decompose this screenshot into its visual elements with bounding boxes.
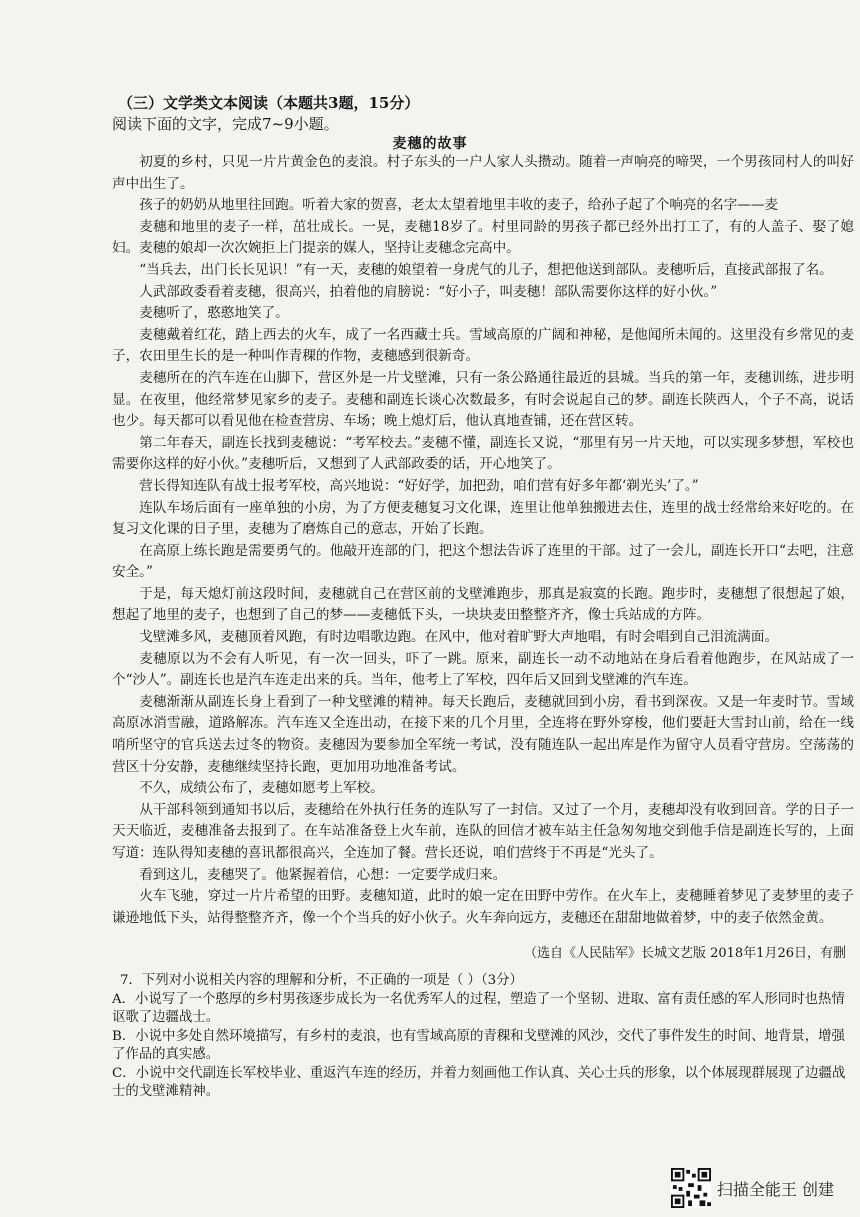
- story-title: 麦穗的故事: [392, 136, 468, 152]
- paragraph: 于是，每天熄灯前这段时间，麦穗就自己在营区前的戈壁滩跑步，那真是寂寞的长跑。跑步时，麦穗想了很想起了娘，想起了地里的麦子，也想到了自己的梦——麦穗低下头，一块块麦田整整齐齐，像士兵站成的方阵。: [112, 585, 854, 624]
- paragraph: 麦穗听了，憨憨地笑了。: [139, 305, 289, 322]
- option-c: C．小说中交代副连长军校毕业、重返汽车连的经历，并着力刻画他工作认真、关心士兵的形象，以个体展现群展现了边疆战士的戈壁滩精神。: [112, 1065, 846, 1099]
- source-citation: （选自《人民陆军》长城文艺版 2018年1月26日，有删: [523, 946, 846, 961]
- paragraph: 麦穗戴着红花，踏上西去的火车，成了一名西藏士兵。雪域高原的广阔和神秘，是他闻所未闻的。这里没有乡常见的麦子，农田里生长的是一种叫作青稞的作物，麦穗感到很新奇。: [112, 326, 854, 365]
- paragraph: 看到这儿，麦穗哭了。他紧握着信，心想：一定要学成归来。: [139, 866, 507, 883]
- paragraph: 麦穗和地里的麦子一样，茁壮成长。一晃，麦穗18岁了。村里同龄的男孩子都已经外出打工了，有的人盖子、娶了媳妇。麦穗的娘却一次次婉拒上门提亲的媒人，坚持让麦穗念完高中。: [112, 218, 854, 257]
- scanner-label: 扫描全能王 创建: [716, 1179, 834, 1199]
- paragraph: 戈壁滩多风，麦穗顶着风跑，有时边唱歌边跑。在风中，他对着旷野大声地唱，有时会唱到自己泪流满面。: [139, 629, 779, 646]
- paragraph: 孩子的奶奶从地里往回跑。听着大家的贺喜，老太太望着地里丰收的麦子，给孙子起了个响亮的名字——麦: [139, 197, 779, 214]
- scanner-watermark: [671, 1168, 834, 1208]
- paragraph: 在高原上练长跑是需要勇气的。他敲开连部的门，把这个想法告诉了连里的干部。过了一会儿，副连长开口“去吧，注意安全。”: [112, 542, 854, 581]
- paragraph: 火车飞驰，穿过一片片希望的田野。麦穗知道，此时的娘一定在田野中劳作。在火车上，麦穗睡着梦见了麦梦里的麦子谦逊地低下头，站得整整齐齐，像一个个当兵的好小伙子。火车奔向远方，麦穗还在甜甜地做着梦，中的麦子依然金黄。: [112, 888, 854, 926]
- paragraph: 麦穗渐渐从副连长身上看到了一种戈壁滩的精神。每天长跑后，麦穗就回到小房，看书到深夜。又是一年麦时节。雪域高原冰消雪融，道路解冻。汽车连又全连出动，在接下来的几个月里，全连将在野外穿梭，他们要赶大雪封山前，给在一线哨所坚守的官兵送去过冬的物资。麦穗因为要参加全军统一考试，没有随连队一起出库是作为留守人员看守营房。空荡荡的营区十分安静，麦穗继续坚持长跑，更加用功地准备考试。: [112, 693, 854, 775]
- paragraph: 营长得知连队有战士报考军校，高兴地说：“好好学，加把劲，咱们营有好多年都‘剃光头’了。”: [139, 477, 699, 494]
- story-body: [112, 152, 854, 929]
- question-7: [112, 972, 850, 1102]
- qr-code-icon: [671, 1168, 711, 1208]
- paragraph: 不久，成绩公布了，麦穗如愿考上军校。: [139, 780, 384, 797]
- paragraph: 第二年春天，副连长找到麦穗说：“考军校去。”麦穗不懂，副连长又说，“那里有另一片天地，可以实现多梦想，军校也需要你这样的好小伙。”麦穗听后，又想到了人武部政委的话，开心地笑了。: [112, 434, 854, 473]
- paragraph: 人武部政委看着麦穗，很高兴，拍着他的肩膀说：“好小子，叫麦穗！部队需要你这样的好小伙。”: [139, 283, 718, 300]
- option-a: A．小说写了一个憨厚的乡村男孩逐步成长为一名优秀军人的过程，塑造了一个坚韧、进取、富有责任感的军人形同时也热情讴歌了边疆战士。: [112, 991, 845, 1025]
- reading-instruction: 阅读下面的文字，完成7~9小题。: [112, 115, 339, 133]
- paragraph: “当兵去，出门长长见识！”有一天，麦穗的娘望着一身虎气的儿子，想把他送到部队。麦穗听后，直接武部报了名。: [139, 261, 833, 278]
- paragraph: 从干部科领到通知书以后，麦穗给在外执行任务的连队写了一封信。又过了一个月，麦穗却没有收到回音。学的日子一天天临近，麦穗准备去报到了。在车站准备登上火车前，连队的回信才被车站主任急匆匆地交到他手信是副连长写的，上面写道：连队得知麦穗的喜讯都很高兴，全连加了餐。营长还说，咱们营终于不再是“光头了。: [112, 801, 854, 861]
- paragraph: 连队车场后面有一座单独的小房，为了方便麦穗复习文化课，连里让他单独搬进去住，连里的战士经常给来好吃的。在复习文化课的日子里，麦穗为了磨炼自己的意志，开始了长跑。: [112, 499, 854, 538]
- option-b: B．小说中多处自然环境描写，有乡村的麦浪，也有雪域高原的青稞和戈壁滩的风沙，交代了事件发生的时间、地背景，增强了作品的真实感。: [112, 1028, 845, 1062]
- paragraph: 初夏的乡村，只见一片片黄金色的麦浪。村子东头的一户人家人头攒动。随着一声响亮的啼哭，一个男孩同村人的叫好声中出生了。: [112, 154, 854, 192]
- paragraph: 麦穗原以为不会有人听见，有一次一回头，吓了一跳。原来，副连长一动不动地站在身后看着他跑步，在风站成了一个“沙人”。副连长也是汽车连走出来的兵。当年，他考上了军校，四年后又回到戈壁滩的汽车连。: [112, 650, 854, 689]
- paragraph: 麦穗所在的汽车连在山脚下，营区外是一片戈壁滩，只有一条公路通往最近的县城。当兵的第一年，麦穗训练，进步明显。在夜里，他经常梦见家乡的麦子。麦穗和副连长谈心次数最多，有时会说起自己的梦。副连长陕西人，个子不高，说话也少。每天都可以看见他在检查营房、车场；晚上熄灯后，他认真地查铺，还在营区转。: [112, 369, 854, 430]
- question-stem: 7．下列对小说相关内容的理解和分析，不正确的一项是（ ）（3分）: [120, 973, 523, 988]
- section-title: （三）文学类文本阅读（本题共3题，15分）: [118, 94, 420, 112]
